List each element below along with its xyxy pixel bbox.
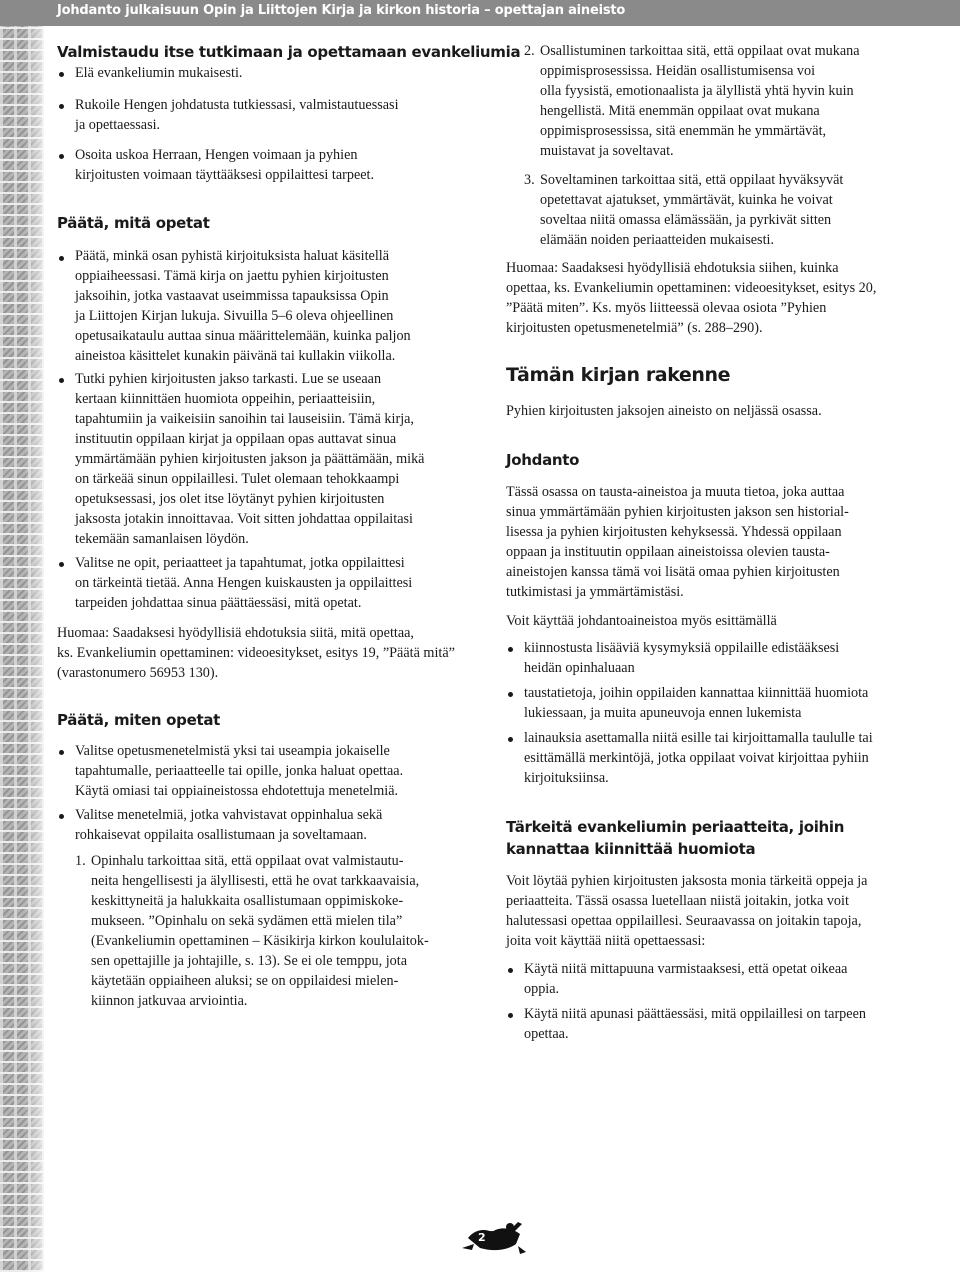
note-text: Huomaa: Saadaksesi hyödyllisiä ehdotuksia siitä, mitä opettaa, (57, 625, 414, 641)
bullet-icon (59, 104, 64, 109)
list-item: kirjoituksiinsa. (524, 770, 609, 786)
list-item: Soveltaminen tarkoittaa sitä, että oppilaat hyväksyvät (540, 172, 844, 188)
list-item: oppiaiheessasi. Tämä kirja on jaettu pyhien kirjoitusten (75, 268, 389, 284)
list-item: esittämällä merkintöjä, jotka oppilaat voivat kirjoittaa pyhiin (524, 750, 869, 766)
list-item: hengellistä. Mitä enemmän oppilaat ovat mukana (540, 103, 820, 119)
bullet-icon (508, 1013, 513, 1018)
note-text: opettaa, ks. Evankeliumin opettaminen: videoesitykset, esitys 20, (506, 280, 877, 296)
list-item: opetettavat ajatukset, ymmärtävät, kuinka he voivat (540, 192, 833, 208)
running-header-title: Johdanto julkaisuun Opin ja Liittojen Kirja ja kirkon historia – opettajan aineisto (57, 3, 626, 18)
section-heading-principles: Tärkeitä evankeliumin periaatteita, joihin (506, 818, 845, 836)
note-text: (varastonumero 56953 130). (57, 665, 219, 681)
section-heading-intro: Johdanto (506, 451, 580, 469)
paragraph-text: halutessasi opettaa oppilaillesi. Seuraavassa on joitakin tapoja, (506, 913, 862, 929)
bullet-icon (508, 692, 513, 697)
list-item: Käytä niitä mittapuuna varmistaaksesi, että opetat oikeaa (524, 961, 848, 977)
list-item: (Evankeliumin opettaminen – Käsikirja kirkon koululaitok- (91, 933, 429, 949)
list-item: käytetään oppiaiheen aluksi; se on oppilaidesi mielen- (91, 973, 399, 989)
list-item: Käytä omiasi tai oppiaineistossa ehdotettuja menetelmiä. (75, 783, 399, 799)
list-item: Tutki pyhien kirjoitusten jakso tarkasti. Lue se useaan (75, 371, 382, 387)
list-item: tapahtumiin ja vaikeisiin sanoihin tai lauseisiin. Tämä kirja, (75, 411, 414, 427)
list-item: kiinnon jatkuvaa arviointia. (91, 993, 248, 1009)
bullet-icon (59, 378, 64, 383)
list-item: Valitse menetelmiä, jotka vahvistavat oppinhalua sekä (75, 807, 383, 823)
list-item: oppimisprosessissa, sitä enemmän he ymmärtävät, (540, 123, 827, 139)
note-text: kirjoitusten opetusmenetelmiä” (s. 288–290). (506, 320, 763, 336)
list-item: neita hengellisesti ja älyllisesti, että he ovat tarkkaavaisia, (91, 873, 420, 889)
paragraph-text: periaatteita. Tässä osassa luetellaan niistä joitakin, jotka voit (506, 893, 849, 909)
page-number: 2 (478, 1231, 486, 1244)
list-item: opettaa. (524, 1026, 569, 1042)
bullet-icon (59, 154, 64, 159)
list-item: Päätä, minkä osan pyhistä kirjoituksista haluat käsitellä (75, 248, 390, 264)
list-item: Valitse ne opit, periaatteet ja tapahtumat, jotka oppilaittesi (75, 555, 405, 571)
bullet-icon (508, 968, 513, 973)
list-item: mukseen. ”Opinhalu on sekä sydämen että mielen tila” (91, 913, 403, 929)
list-item: soveltaa niitä omassa elämässään, ja pyrkivät sitten (540, 212, 832, 228)
note-text: Huomaa: Saadaksesi hyödyllisiä ehdotuksia siihen, kuinka (506, 260, 839, 276)
note-text: ks. Evankeliumin opettaminen: videoesitykset, esitys 19, ”Päätä mitä” (57, 645, 455, 661)
section-heading-structure: Tämän kirjan rakenne (506, 364, 731, 386)
section-heading-principles: kannattaa kiinnittää huomiota (506, 840, 756, 858)
bullet-icon (59, 750, 64, 755)
list-item: opetuksessasi, jos olet itse löytänyt pyhien kirjoitusten (75, 491, 385, 507)
list-item: sen opettajille ja johtajille, s. 13). Se ei ole temppu, jota (91, 953, 407, 969)
list-item: keskittyneitä ja halukkaita osallistumaan oppimiskoke- (91, 893, 404, 909)
list-item: jaksosta jotakin innoittavaa. Voit sitten johdattaa oppilaitasi (75, 511, 413, 527)
list-item: Osallistuminen tarkoittaa sitä, että oppilaat ovat mukana (540, 43, 860, 59)
list-item: Käytä niitä apunasi päättäessäsi, mitä oppilaillesi on tarpeen (524, 1006, 866, 1022)
section-heading-what: Päätä, mitä opetat (57, 214, 210, 232)
paragraph-text: Pyhien kirjoitusten jaksojen aineisto on neljässä osassa. (506, 403, 822, 419)
list-item: aineistoa käsittelet kunakin päivänä tai kullakin viikolla. (75, 348, 396, 364)
section-heading-prepare: Valmistaudu itse tutkimaan ja opettamaan evankeliumia (57, 43, 521, 61)
list-item: oppimisprosessissa. Heidän osallistumisensa voi (540, 63, 816, 79)
item-number: 2. (524, 43, 535, 59)
paragraph-text: Tässä osassa on tausta-aineistoa ja muuta tietoa, joka auttaa (506, 484, 845, 500)
item-number: 1. (75, 853, 86, 869)
list-item: olla fyysistä, emotionaalista ja älyllistä yhtä hyvin kuin (540, 83, 854, 99)
paragraph-text: lisessa ja pyhien kirjoitusten kehyksessä. Yhdessä oppilaan (506, 524, 842, 540)
list-item: instituutin oppilaan kirjat ja oppilaan opas auttavat sinua (75, 431, 397, 447)
list-item: ja Liittojen Kirjan lukuja. Sivuilla 5–6 oleva ohjeellinen (75, 308, 394, 324)
item-number: 3. (524, 172, 535, 188)
list-item: ja opettaessasi. (75, 117, 161, 133)
bullet-icon (59, 72, 64, 77)
list-item: kiinnostusta lisääviä kysymyksiä oppilaille edistääksesi (524, 640, 840, 656)
list-item: heidän opinhaluaan (524, 660, 635, 676)
list-item: Opinhalu tarkoittaa sitä, että oppilaat ovat valmistautu- (91, 853, 404, 869)
list-item: taustatietoja, joihin oppilaiden kannattaa kiinnittää huomiota (524, 685, 869, 701)
list-item: Rukoile Hengen johdatusta tutkiessasi, valmistautuessasi (75, 97, 399, 113)
paragraph-text: tutkimistasi ja ymmärtämistäsi. (506, 584, 684, 600)
paragraph-text: Voit löytää pyhien kirjoitusten jaksosta monia tärkeitä oppeja ja (506, 873, 868, 889)
list-item: tekemään samanlaisen löydön. (75, 531, 249, 547)
sower-icon (458, 1218, 528, 1258)
list-item: kertaan kiinnittäen huomiota oppeihin, periaatteisiin, (75, 391, 376, 407)
list-item: rohkaisevat oppilaita osallistumaan ja soveltamaan. (75, 827, 367, 843)
brick-margin-decoration (0, 26, 44, 1272)
running-header (0, 0, 960, 26)
list-item: tapahtumalle, periaatteelle tai opille, jonka haluat opettaa. (75, 763, 404, 779)
list-item: Elä evankeliumin mukaisesti. (75, 65, 243, 81)
list-item: lukiessaan, ja muita apuneuvoja ennen lukemista (524, 705, 802, 721)
section-heading-how: Päätä, miten opetat (57, 711, 221, 729)
list-item: jaksoihin, jotka vastaavat useimmissa tapauksissa Opin (75, 288, 389, 304)
paragraph-text: joita voit käyttää niitä opettaessasi: (506, 933, 706, 949)
paragraph-text: sinua ymmärtämään pyhien kirjoitusten jakson sen historial- (506, 504, 849, 520)
bullet-icon (59, 256, 64, 261)
list-item: Valitse opetusmenetelmistä yksi tai useampia jokaiselle (75, 743, 390, 759)
list-item: lainauksia asettamalla niitä esille tai kirjoittamalla taululle tai (524, 730, 873, 746)
bullet-icon (508, 647, 513, 652)
paragraph-text: aineistojen kanssa tämä voi lisätä omaa pyhien kirjoitusten (506, 564, 840, 580)
list-item: Osoita uskoa Herraan, Hengen voimaan ja pyhien (75, 147, 358, 163)
list-item: ymmärtämään pyhien kirjoitusten jakson ja päättämään, mikä (75, 451, 425, 467)
list-item: on tärkeintä tietää. Anna Hengen kuiskausten ja oppilaittesi (75, 575, 413, 591)
paragraph-text: Voit käyttää johdantoaineistoa myös esittämällä (506, 613, 777, 629)
paragraph-text: oppaan ja instituutin oppilaan aineistoissa olevien tausta- (506, 544, 830, 560)
note-text: ”Päätä miten”. Ks. myös liitteessä olevaa osiota ”Pyhien (506, 300, 827, 316)
bullet-icon (59, 814, 64, 819)
list-item: opetusaikataulu auttaa sinua määrittelemään, kuinka paljon (75, 328, 411, 344)
list-item: on tärkeää sinun oppilaillesi. Tulet olemaan tehokkaampi (75, 471, 400, 487)
bullet-icon (508, 737, 513, 742)
bullet-icon (59, 562, 64, 567)
list-item: elämään noiden periaatteiden mukaisesti. (540, 232, 775, 248)
list-item: oppia. (524, 981, 560, 997)
list-item: tarpeiden johdattaa sinua päättäessäsi, mitä opetat. (75, 595, 362, 611)
list-item: kirjoitusten voimaan täyttääksesi oppilaittesi tarpeet. (75, 167, 375, 183)
list-item: muistavat ja soveltavat. (540, 143, 674, 159)
